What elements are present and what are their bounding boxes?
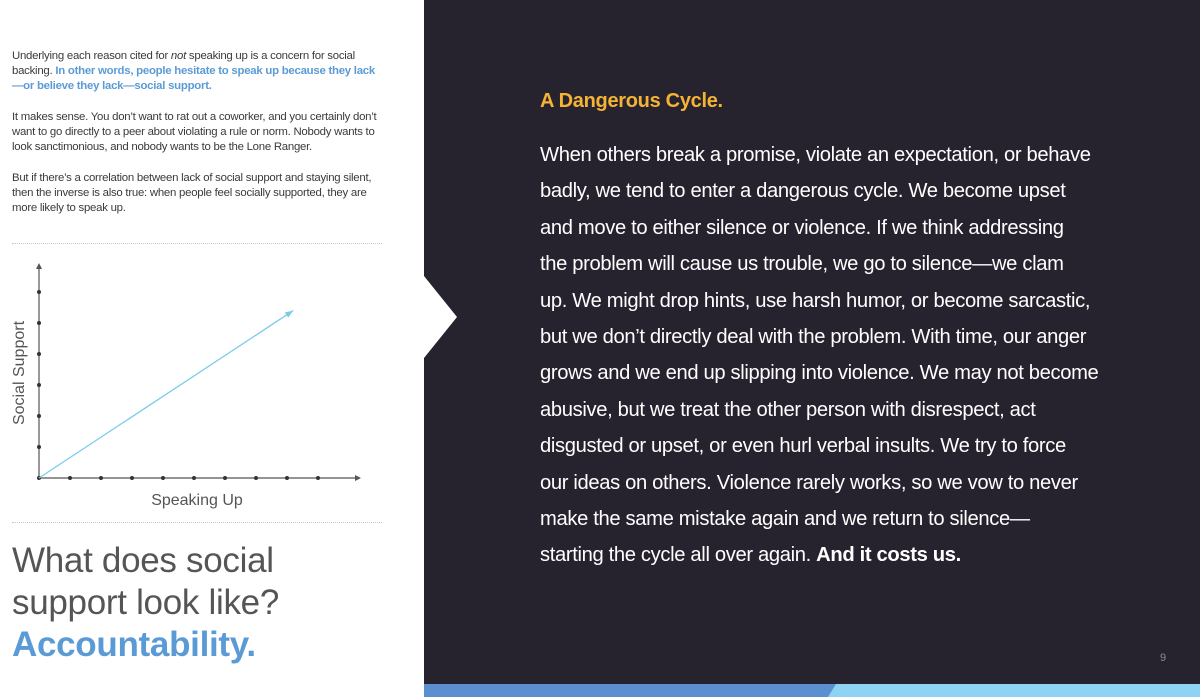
cycle-title: A Dangerous Cycle. <box>540 90 723 112</box>
highlighted-sentence: In other words, people hesitate to speak up because they lack—or believe they lack—social support. <box>12 65 375 93</box>
heading-accent: Accountability. <box>12 625 256 664</box>
panel-notch-arrow <box>424 276 457 358</box>
y-tick <box>37 383 41 387</box>
intro-paragraph: Underlying each reason cited for not speaking up is a concern for social backing. In other words, people hesitate to speak up because they lack—or believe they lack—social support. <box>12 50 375 93</box>
bar-segment-light <box>828 684 1200 697</box>
body-line: up. We might drop hints, use harsh humor, or become sarcastic, <box>540 289 1091 312</box>
left-panel <box>0 0 424 697</box>
y-axis-arrowhead <box>36 263 42 269</box>
divider-top <box>12 243 382 244</box>
body-line: make the same mistake again and we return to silence— <box>540 508 1030 531</box>
y-axis-label: Social Support <box>11 320 28 426</box>
paragraph-correlation: But if there’s a correlation between lack of social support and staying silent, then the inverse is also true: when people feel socially supported, they are more likely to speak up. <box>12 172 372 215</box>
body-line: abusive, but we treat the other person with disrespect, act <box>540 398 1036 421</box>
paragraph-makes-sense: It makes sense. You don’t want to rat out a coworker, and you certainly don’t want to go directly to a peer about violating a rule or norm. Nobody wants to look sanctimonious, and nobody wants to be the Lone Ranger. <box>12 111 377 154</box>
heading-line-1: What does social <box>12 541 274 580</box>
social-support-chart <box>0 255 420 520</box>
y-tick <box>37 321 41 325</box>
x-tick <box>192 476 196 480</box>
body-line: When others break a promise, violate an expectation, or behave <box>540 144 1091 166</box>
cycle-body-text <box>540 137 1100 574</box>
x-axis-arrowhead <box>355 475 361 481</box>
y-tick <box>37 352 41 356</box>
x-tick <box>254 476 258 480</box>
x-tick <box>99 476 103 480</box>
bottom-color-bar <box>424 684 1200 697</box>
x-tick <box>130 476 134 480</box>
x-tick <box>161 476 165 480</box>
x-tick <box>285 476 289 480</box>
y-tick <box>37 445 41 449</box>
trend-line <box>39 311 293 478</box>
body-line-last <box>540 537 1100 573</box>
x-tick <box>316 476 320 480</box>
closing-bold-statement: And it costs us. <box>816 544 961 567</box>
body-line: and move to either silence or violence. If we think addressing <box>540 216 1064 239</box>
y-tick <box>37 414 41 418</box>
page-number: 9 <box>1160 652 1167 664</box>
x-tick <box>223 476 227 480</box>
x-axis-label: Speaking Up <box>151 492 243 509</box>
heading-line-2: support look like? <box>12 583 279 622</box>
section-heading <box>12 540 412 666</box>
body-line: grows and we end up slipping into violence. We may not become <box>540 362 1099 385</box>
trend-arrowhead <box>285 311 293 318</box>
body-line: disgusted or upset, or even hurl verbal insults. We try to force <box>540 435 1066 458</box>
divider-bottom <box>12 522 382 523</box>
y-tick <box>37 290 41 294</box>
body-line: our ideas on others. Violence rarely works, so we vow to never <box>540 471 1078 494</box>
body-line: but we don’t directly deal with the problem. With time, our anger <box>540 326 1087 349</box>
body-line: badly, we tend to enter a dangerous cycle. We become upset <box>540 180 1066 203</box>
x-tick <box>68 476 72 480</box>
bar-segment-dark <box>424 684 836 697</box>
body-line: the problem will cause us trouble, we go to silence—we clam <box>540 253 1064 276</box>
body-line-last-text: starting the cycle all over again. <box>540 544 817 567</box>
